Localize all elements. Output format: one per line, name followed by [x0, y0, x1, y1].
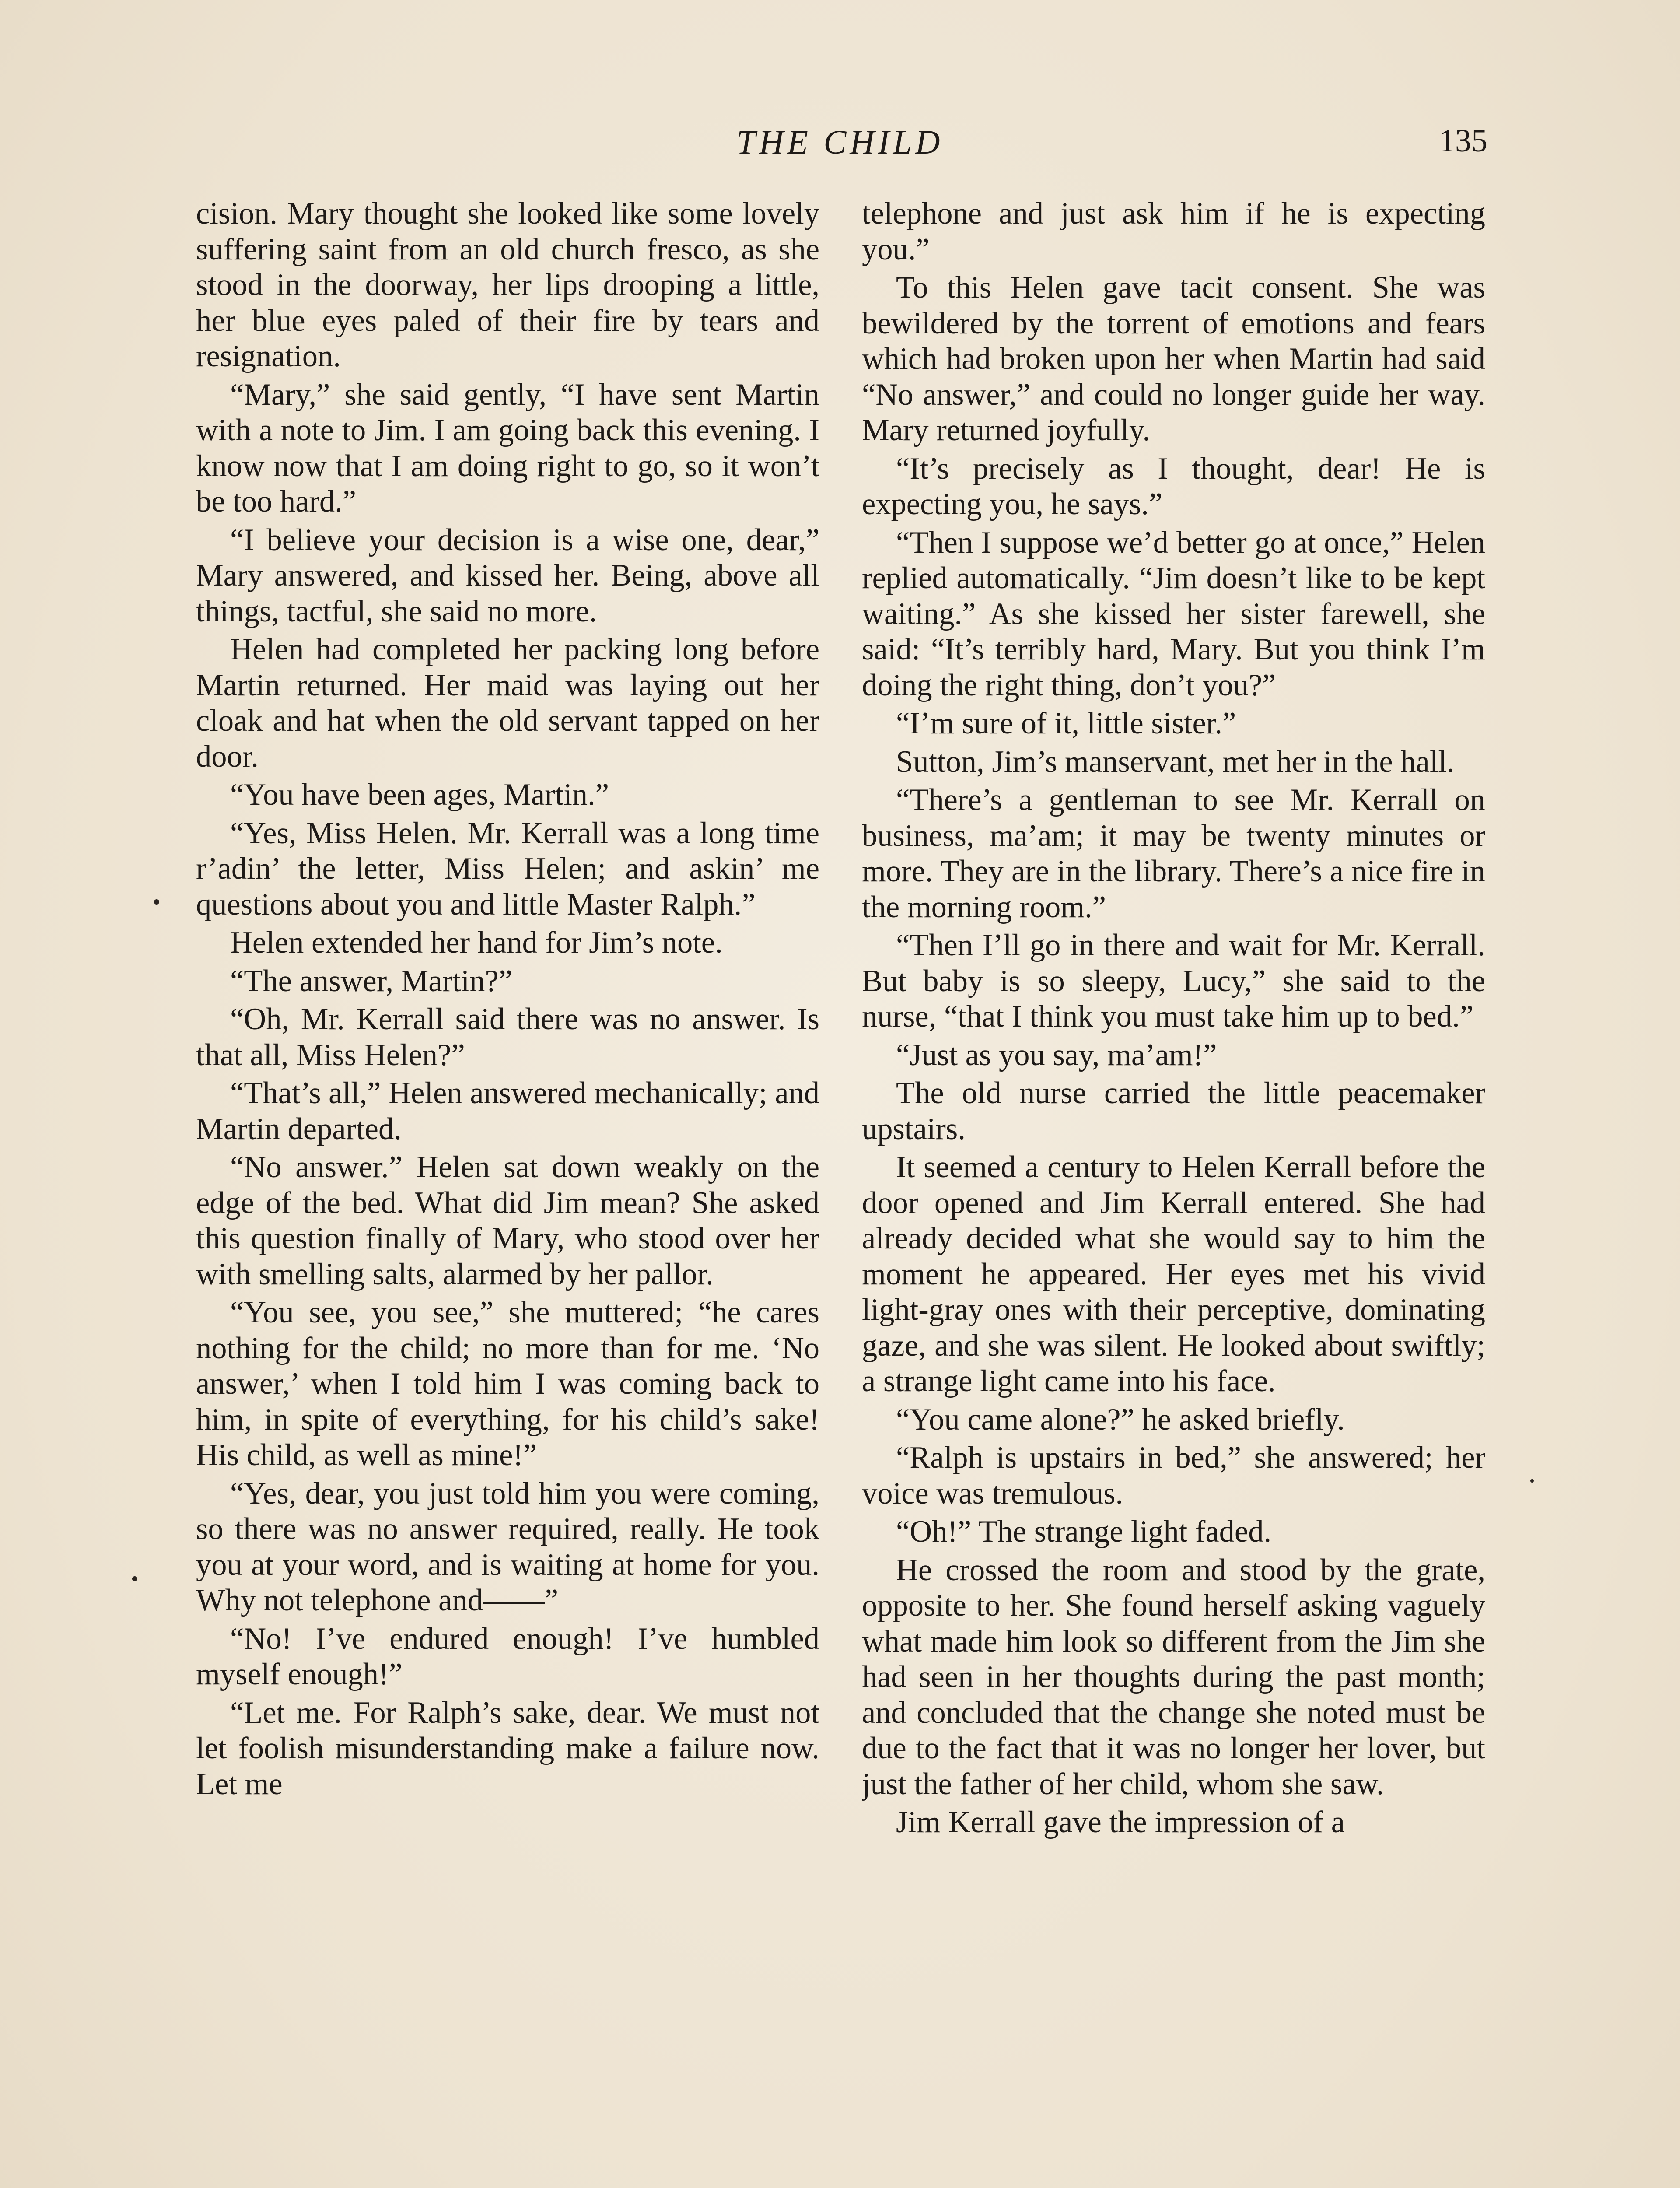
paragraph: “It’s precisely as I thought, dear! He is expecting you, he says.”: [862, 451, 1485, 521]
paragraph: “The answer, Martin?”: [230, 964, 513, 998]
paragraph: cision. Mary thought she looked like some lovely suffering saint from an old church fresco, as she stood in the doorway, her lips drooping a little, her blue eyes paled of their fire by tears and resignation.: [196, 196, 819, 373]
paragraph: “Mary,” she said gently, “I have sent Martin with a note to Jim. I am going back this evening. I know now that I am doing right to go, so it won’t be too hard.”: [196, 377, 819, 519]
paragraph: “I believe your decision is a wise one, dear,” Mary answered, and kissed her. Being, above all things, tactful, she said no more.: [196, 522, 819, 628]
page-number: 135: [1439, 123, 1488, 159]
print-speck: [132, 1576, 137, 1581]
paragraph: Sutton, Jim’s manservant, met her in the hall.: [896, 744, 1455, 779]
paragraph: To this Helen gave tacit consent. She was bewildered by the torrent of emotions and fears which had broken upon her when Martin had said “No answer,” and could no longer guide her way. Mary returned joyfully.: [862, 270, 1485, 447]
paragraph: “You came alone?” he asked briefly.: [896, 1402, 1345, 1437]
paragraph: It seemed a century to Helen Kerrall before the door opened and Jim Kerrall entered. She had already decided what she would say to him the moment he appeared. Her eyes met his vivid light-gray ones with their perceptive, dominating gaze, and she was silent. He looked about swiftly; a strange light came into his face.: [862, 1150, 1485, 1398]
paragraph: The old nurse carried the little peacemaker upstairs.: [862, 1076, 1485, 1146]
paragraph: Helen had completed her packing long before Martin returned. Her maid was laying out her cloak and hat when the old servant tapped on her door.: [196, 632, 819, 774]
right-text-column: [862, 196, 1485, 2174]
paragraph: “Then I’ll go in there and wait for Mr. Kerrall. But baby is so sleepy, Lucy,” she said to the nurse, “that I think you must take him up to bed.”: [862, 928, 1485, 1034]
running-title: THE CHILD: [736, 123, 944, 161]
paragraph: telephone and just ask him if he is expecting you.”: [862, 196, 1485, 266]
left-text-column: [196, 196, 819, 2174]
page-header: [192, 118, 1488, 166]
print-speck: [154, 899, 159, 905]
paragraph: “Yes, dear, you just told him you were coming, so there was no answer required, really. He took you at your word, and is waiting at home for you. Why not telephone and——”: [196, 1476, 819, 1617]
paragraph: Helen extended her hand for Jim’s note.: [230, 926, 723, 960]
paragraph: Jim Kerrall gave the impression of a: [896, 1805, 1345, 1839]
paragraph: “There’s a gentleman to see Mr. Kerrall on business, ma’am; it may be twenty minutes or more. They are in the library. There’s a nice fire in the morning room.”: [862, 783, 1485, 924]
paragraph: He crossed the room and stood by the grate, opposite to her. She found herself asking vaguely what made him look so different from the Jim she had seen in her thoughts during the past month; and concluded that the change she noted must be due to the fact that it was no longer her lover, but just the father of her child, whom she saw.: [862, 1553, 1485, 1801]
paragraph: “Ralph is upstairs in bed,” she answered; her voice was tremulous.: [862, 1441, 1485, 1511]
paragraph: “Let me. For Ralph’s sake, dear. We must not let foolish misunderstanding make a failure now. Let me: [196, 1695, 819, 1801]
paragraph: “Oh!” The strange light faded.: [896, 1515, 1272, 1549]
paragraph: “That’s all,” Helen answered mechanically; and Martin departed.: [196, 1076, 819, 1146]
paragraph: “I’m sure of it, little sister.”: [896, 706, 1236, 740]
paragraph: “Then I suppose we’d better go at once,” Helen replied automatically. “Jim doesn’t like to be kept waiting.” As she kissed her sister farewell, she said: “It’s terribly hard, Mary. But you think I’m doing the right thing, don’t you?”: [862, 525, 1485, 702]
paragraph: “Oh, Mr. Kerrall said there was no answer. Is that all, Miss Helen?”: [196, 1002, 819, 1072]
paragraph: “No! I’ve endured enough! I’ve humbled myself enough!”: [196, 1621, 819, 1691]
paragraph: “No answer.” Helen sat down weakly on the edge of the bed. What did Jim mean? She asked this question finally of Mary, who stood over her with smelling salts, alarmed by her pallor.: [196, 1150, 819, 1291]
paragraph: “Yes, Miss Helen. Mr. Kerrall was a long time r’adin’ the letter, Miss Helen; and askin’ me questions about you and little Master Ralph.”: [196, 816, 819, 922]
paragraph: “Just as you say, ma’am!”: [896, 1038, 1217, 1072]
print-speck: [1530, 1479, 1534, 1483]
paragraph: “You have been ages, Martin.”: [230, 778, 609, 812]
paragraph: “You see, you see,” she muttered; “he cares nothing for the child; no more than for me. ‘No answer,’ when I told him I was coming back to him, in spite of everything, for his child’s sake! His child, as well as mine!”: [196, 1295, 819, 1472]
